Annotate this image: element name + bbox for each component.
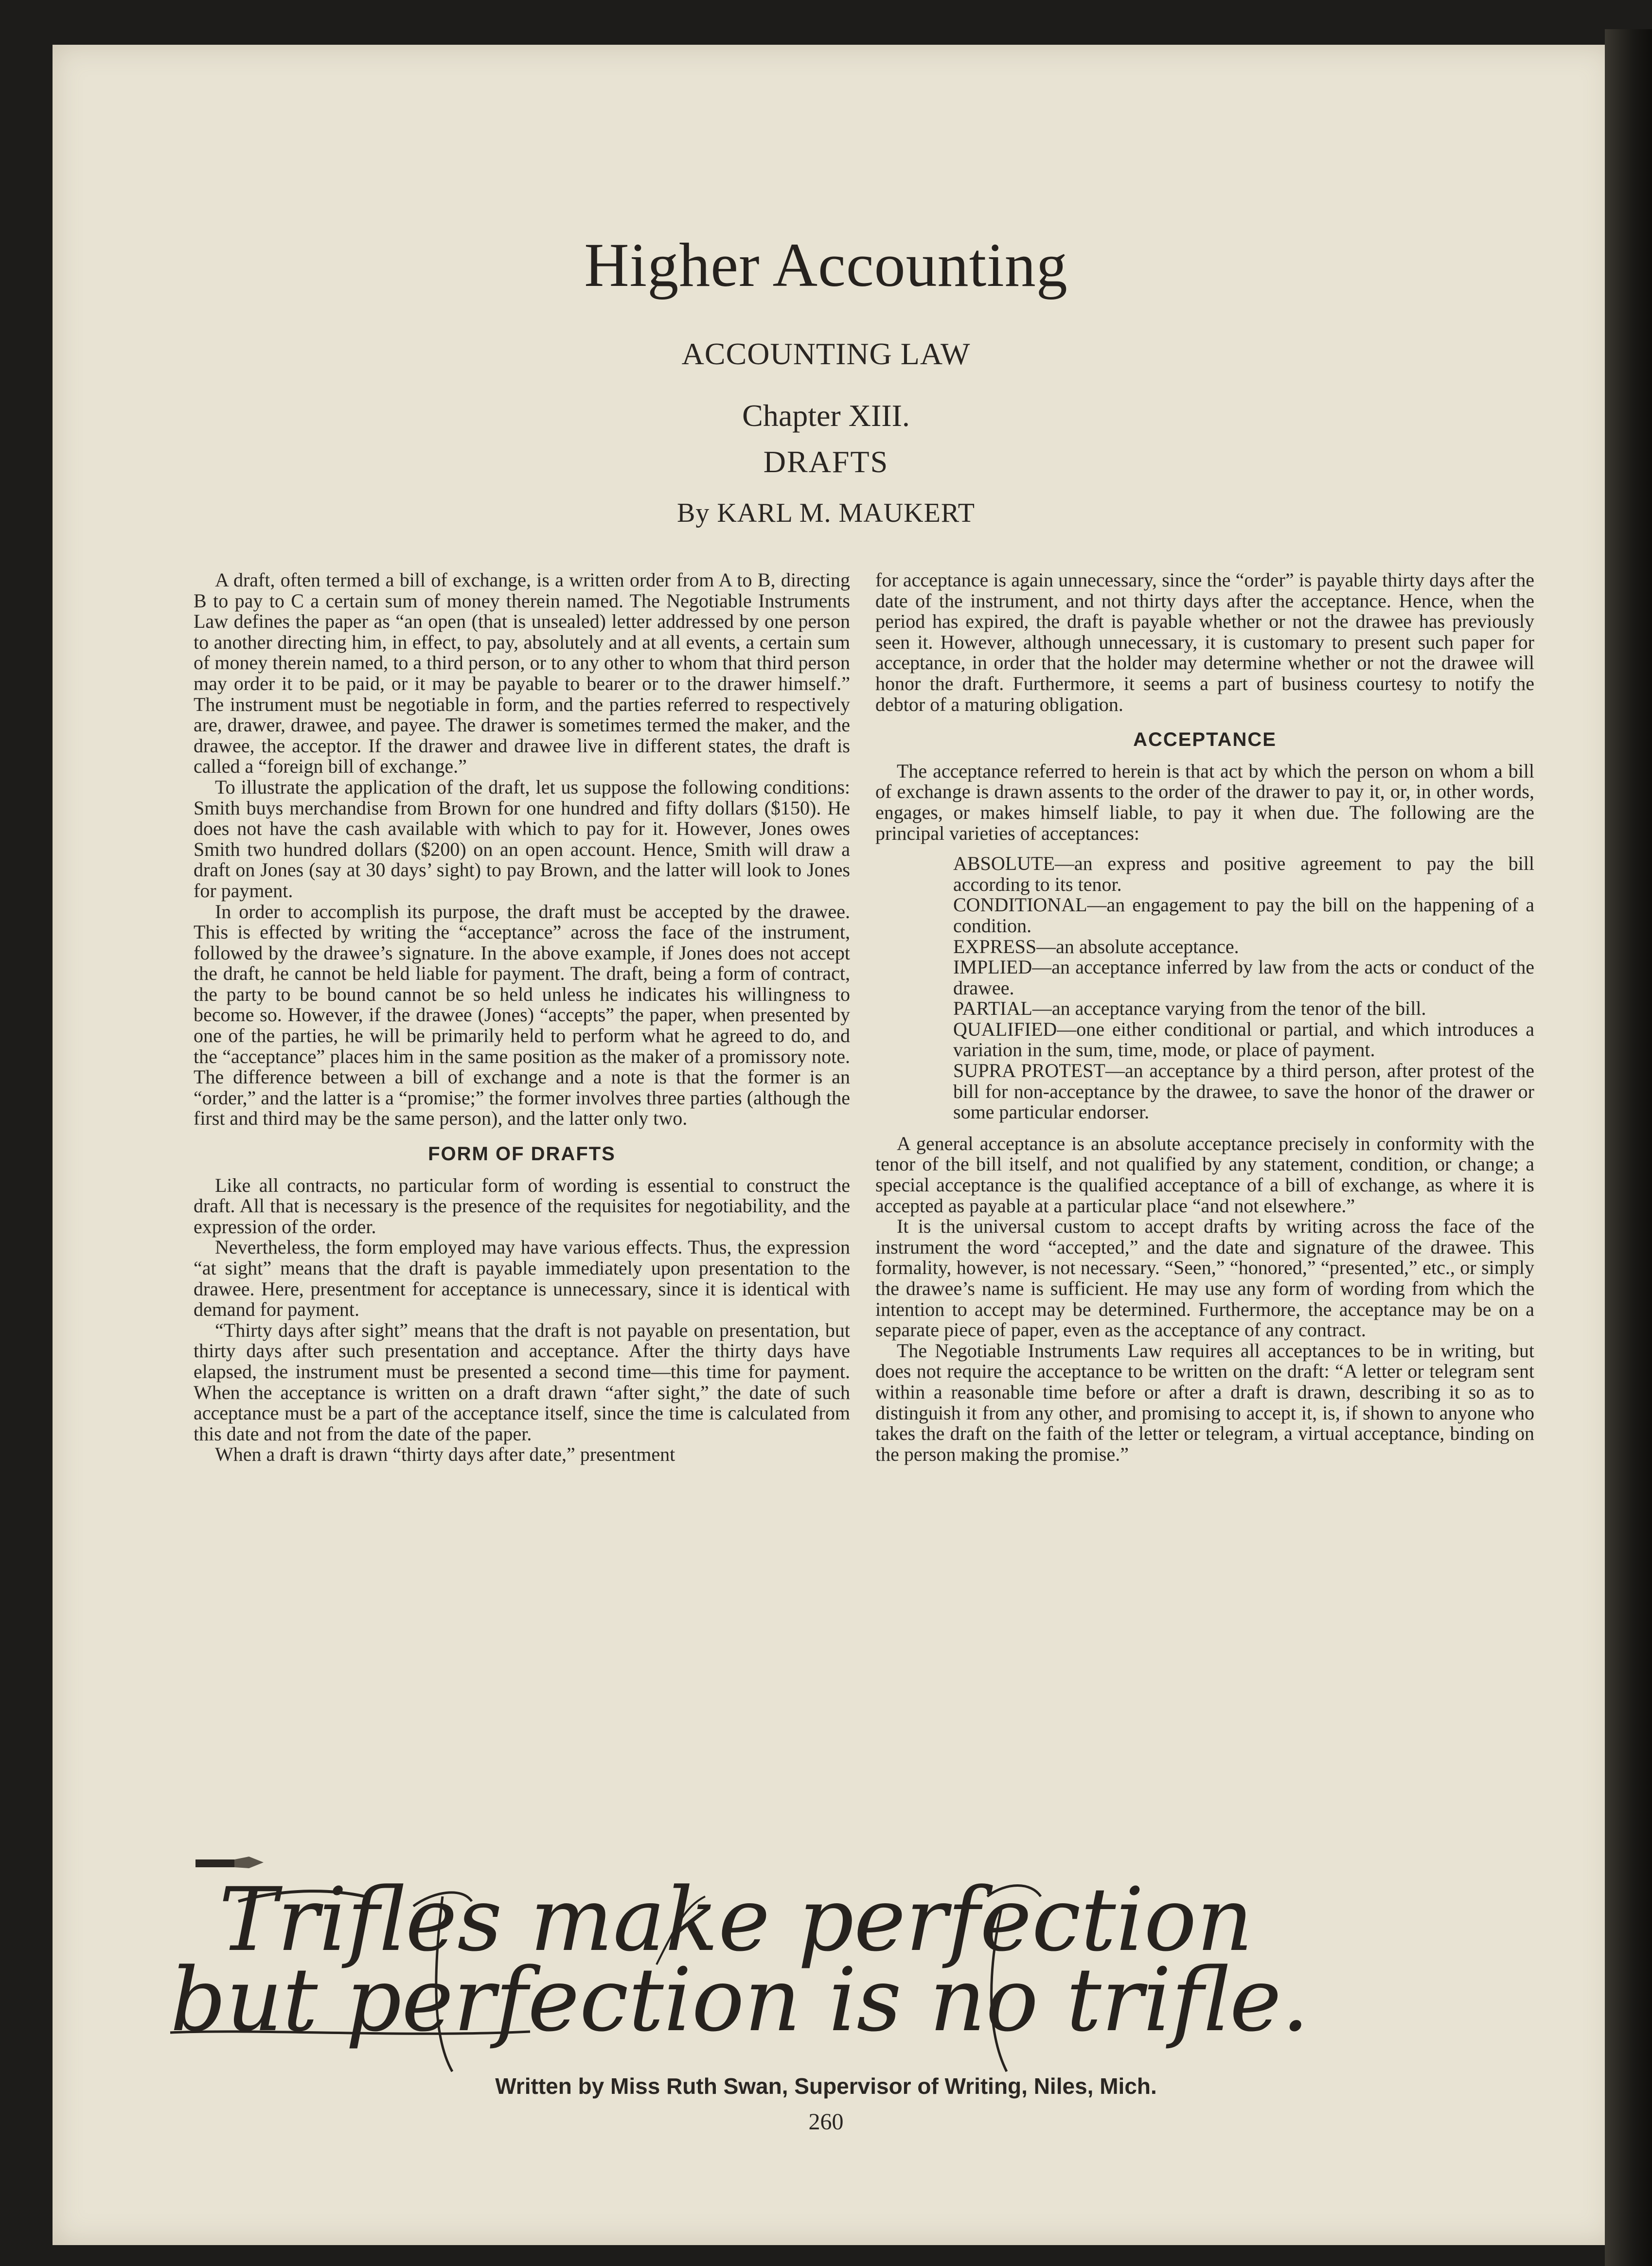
list-item: PARTIAL—an acceptance varying from the tenor of the bill. xyxy=(953,997,1426,1020)
list-item: ABSOLUTE—an express and positive agreement to pay the bill according to its tenor. xyxy=(953,852,1534,895)
paragraph: “Thirty days after sight” means that the draft is not payable on presentation, but thirty days after such presentation and acceptance. After the thirty days have elapsed, the instrument must be presented a second time—this time for payment. When the acceptance is written on a draft drawn “after sight,” the date of such acceptance must be a part of the acceptance itself, since the time is calculated from this date and not from the date of the paper. xyxy=(194,1319,850,1445)
paragraph: Like all contracts, no particular form of wording is essential to construct the draft. All that is necessary is the presence of the requisites for negotiability, and the expression of the order. xyxy=(194,1174,850,1238)
right-column xyxy=(875,570,1534,1465)
list-item: EXPRESS—an absolute acceptance. xyxy=(953,935,1239,957)
chapter-title: DRAFTS xyxy=(763,444,889,479)
section-heading: ACCEPTANCE xyxy=(1133,729,1277,751)
section-subtitle: ACCOUNTING LAW xyxy=(681,336,971,371)
paragraph: A draft, often termed a bill of exchange, is a written order from A to B, directing B to pay to C a certain sum of money therein named. The Negotiable Instruments Law defines the paper as “an open (that is unsealed) letter addressed by one person to another directing him, in effect, to pay, absolutely and at all events, a certain sum of money therein named, to a third person, or to any other to whom that third person may order it to be paid, or it may be payable to bearer or to the drawer himself.” The instrument must be negotiable in form, and the parties referred to respectively are, drawer, drawee, and payee. The drawer is sometimes termed the maker, and the drawee, the acceptor. If the drawer and drawee live in different states, the draft is called a “foreign bill of exchange.” xyxy=(194,569,850,778)
list-item: SUPRA PROTEST—an acceptance by a third person, after protest of the bill for non-acceptance by the drawee, to save the honor of the drawer or some particular endorser. xyxy=(953,1060,1534,1123)
list-item: QUALIFIED—one either conditional or partial, and which introduces a variation in the sum, time, mode, or place of payment. xyxy=(953,1018,1534,1061)
paragraph: In order to accomplish its purpose, the draft must be accepted by the drawee. This is effected by writing the “acceptance” across the face of the instrument, followed by the drawee’s signature. In the above example, if Jones does not accept the draft, he cannot be held liable for payment. The draft, being a form of contract, the party to be bound cannot be so held unless he indicates his willingness to become so. However, if the drawee (Jones) “accepts” the paper, when presented by one of the parties, he will be primarily held to perform what he agreed to do, and the “acceptance” places him in the same position as the maker of a promissory note. The difference between a bill of exchange and a note is that the former is an “order,” and the latter is a “promise;” the former involves three parties (although the first and third may be the same person), and the latter only two. xyxy=(194,900,850,1130)
page-title: Higher Accounting xyxy=(584,230,1068,300)
list-item: CONDITIONAL—an engagement to pay the bill on the happening of a condition. xyxy=(953,894,1534,937)
acceptance-varieties-list xyxy=(875,853,1534,1123)
paragraph: A general acceptance is an absolute acceptance precisely in conformity with the tenor of the bill itself, and not qualified by any statement, condition, or change; a special acceptance is the qualified acceptance of a bill of exchange, as where it is accepted as payable at a particular place “and not elsewhere.” xyxy=(875,1132,1534,1217)
script-line-1: Trifles make perfection xyxy=(219,1877,1253,1971)
list-item: IMPLIED—an acceptance inferred by law from the acts or conduct of the drawee. xyxy=(953,956,1534,999)
author-byline: By KARL M. MAUKERT xyxy=(676,498,976,528)
page-number: 260 xyxy=(808,2109,844,2135)
paragraph: To illustrate the application of the draft, let us suppose the following conditions: Smith buys merchandise from Brown for one hundred and fifty dollars ($150). He does not have the cash available with which to pay for it. However, Jones owes Smith two hundred dollars ($200) on an open account. Hence, Smith will draw a draft on Jones (say at 30 days’ sight) to pay Brown, and the latter will look to Jones for payment. xyxy=(194,776,850,902)
section-heading: FORM OF DRAFTS xyxy=(428,1143,616,1165)
paragraph: Nevertheless, the form employed may have various effects. Thus, the expression “at sight” means that the draft is payable immediately upon presentation to the drawee. Here, presentment for acceptance is unnecessary, since it is identical with demand for payment. xyxy=(194,1236,850,1321)
specimen-credit: Written by Miss Ruth Swan, Supervisor of Writing, Niles, Mich. xyxy=(495,2073,1157,2099)
paragraph: When a draft is drawn “thirty days after date,” presentment xyxy=(215,1443,675,1466)
script-line-2: but perfection is no trifle. xyxy=(170,1949,1310,2051)
paragraph: for acceptance is again unnecessary, since the “order” is payable thirty days after the date of the instrument, and not thirty days after the acceptance. Hence, when the period has expired, the draft is payable whether or not the drawee has previously seen it. However, although unnecessary, it is customary to present such paper for acceptance, in order that the holder may determine whether or not the drawee will honor the draft. Furthermore, it seems a part of business courtesy to notify the debtor of a maturing obligation. xyxy=(875,569,1534,715)
paragraph: It is the universal custom to accept drafts by writing across the face of the instrument the word “accepted,” and the date and signature of the drawee. This formality, however, is not necessary. “Seen,” “honored,” “presented,” etc., or simply the drawee’s name is sufficient. He may use any form of wording from which the intention to accept may be determined. Furthermore, the acceptance may be on a separate piece of paper, even as the acceptance of any contract. xyxy=(875,1215,1534,1341)
ornament-mark xyxy=(195,1854,268,1873)
paragraph: The acceptance referred to herein is that act by which the person on whom a bill of exchange is drawn assents to the order of the drawer to pay it, or, in other words, engages, or makes himself liable, to pay it when due. The following are the principal varieties of acceptances: xyxy=(875,760,1534,844)
paragraph: The Negotiable Instruments Law requires all acceptances to be in writing, but does not require the acceptance to be written on the draft: “A letter or telegram sent within a reasonable time before or after a draft is drawn, describing it so as to distinguish it from any other, and promising to accept it, is, if shown to anyone who takes the draft on the faith of the letter or telegram, a virtual acceptance, binding on the person making the promise.” xyxy=(875,1339,1534,1465)
penmanship-specimen xyxy=(160,1877,1546,2081)
chapter-number: Chapter XIII. xyxy=(742,398,910,433)
left-column xyxy=(194,570,850,1465)
